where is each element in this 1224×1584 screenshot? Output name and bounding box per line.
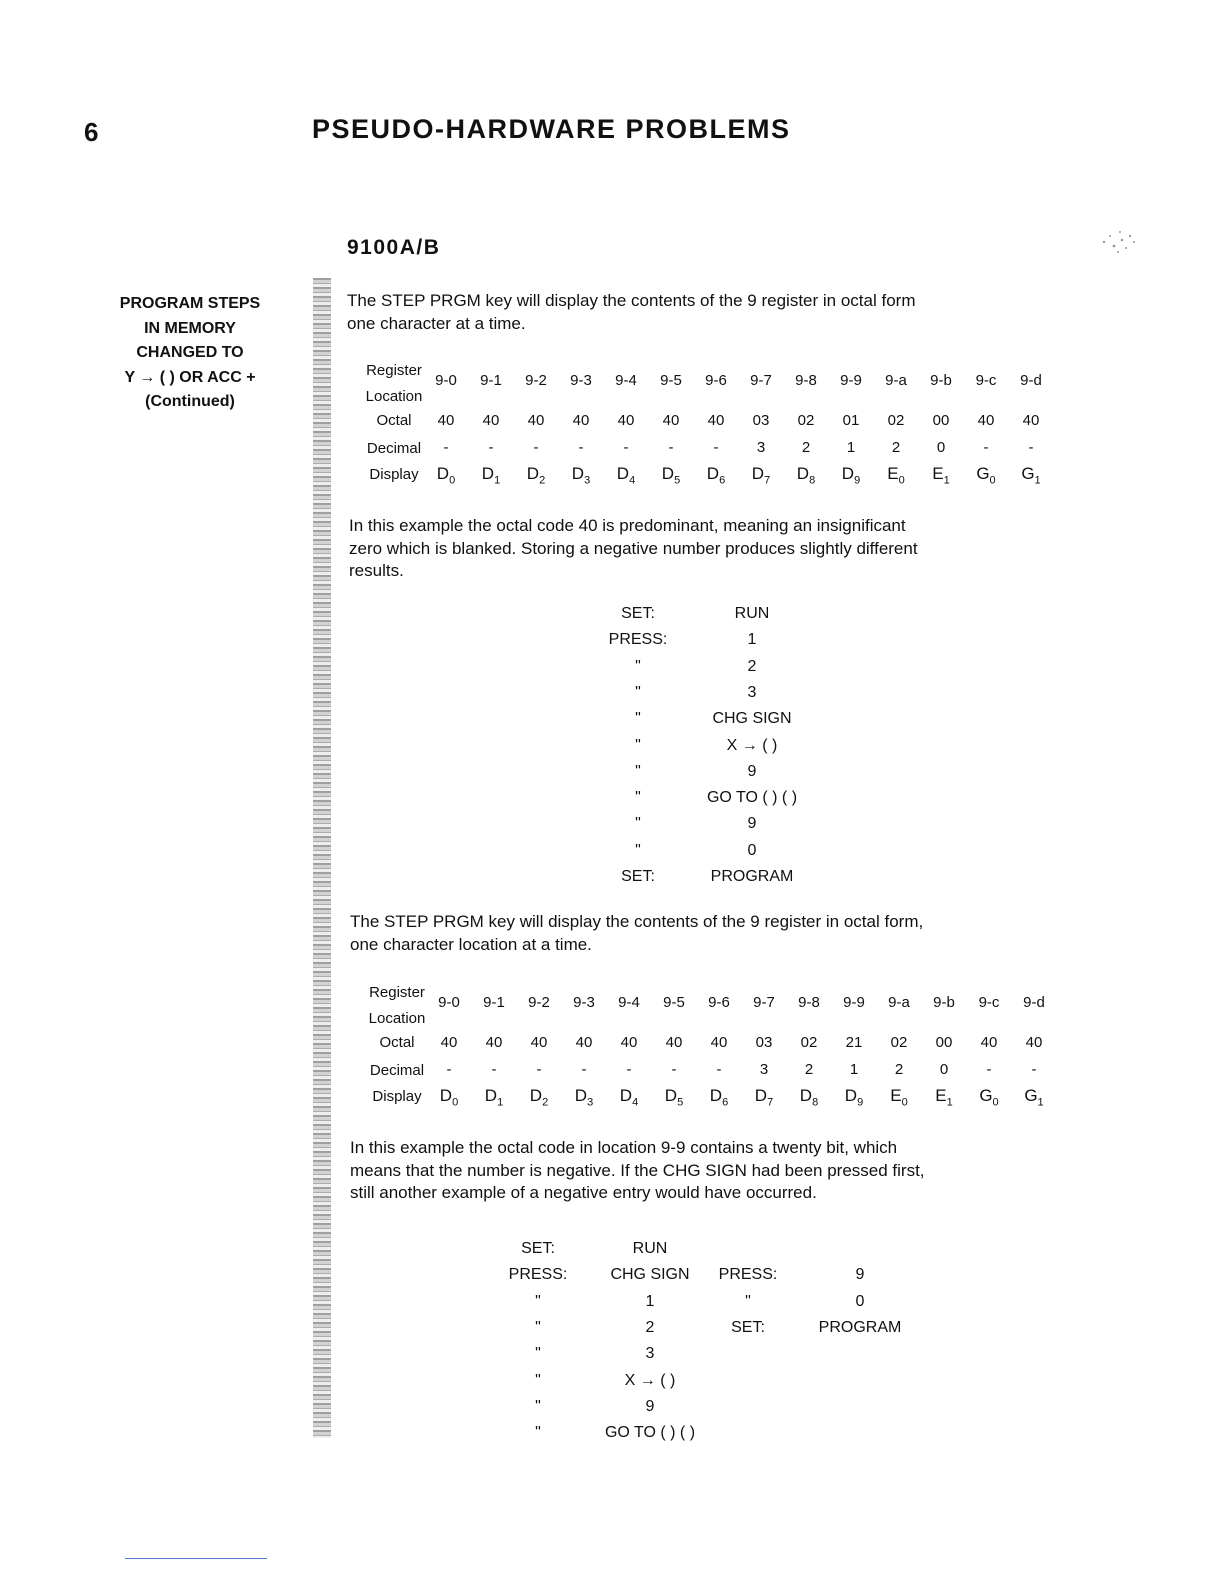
display-letter: D (574, 1086, 588, 1105)
display-subscript: 5 (677, 1096, 684, 1109)
location-cell: 9-2 (528, 994, 550, 1011)
octal-cell: 02 (797, 412, 815, 429)
octal-cell: 40 (527, 412, 545, 429)
key-action: " (635, 736, 641, 754)
display-subscript: 1 (1034, 474, 1041, 487)
decimal-cell: 0 (936, 439, 946, 456)
key-name: GO TO ( ) ( ) (706, 789, 798, 807)
octal-cell: 00 (935, 1034, 953, 1051)
decimal-cell: - (626, 1061, 632, 1078)
display-cell (1011, 464, 1051, 486)
display-cell (519, 1086, 559, 1108)
display-cell (474, 1086, 514, 1108)
display-cell (831, 464, 871, 486)
display-cell (699, 1086, 739, 1108)
octal-cell: 21 (845, 1034, 863, 1051)
octal-cell: 40 (707, 412, 725, 429)
display-letter: D (484, 1086, 498, 1105)
display-cell (651, 464, 691, 486)
intro-paragraph-1 (347, 290, 1055, 335)
row-label: Register (366, 362, 422, 379)
side-heading-line: PROGRAM STEPS (119, 295, 261, 312)
key-action: " (745, 1292, 751, 1310)
decimal-cell: 2 (804, 1061, 814, 1078)
display-subscript: 0 (901, 1096, 908, 1109)
display-letter: G (1024, 1086, 1038, 1105)
display-cell (654, 1086, 694, 1108)
display-subscript: 8 (812, 1096, 819, 1109)
display-subscript: 0 (898, 474, 905, 487)
decimal-cell: - (536, 1061, 542, 1078)
display-subscript: 1 (1037, 1096, 1044, 1109)
register-table-1 (356, 362, 1061, 492)
binding-strip (313, 278, 331, 1438)
side-heading-line: CHANGED TO (136, 344, 244, 361)
paragraph-line: results. (349, 561, 404, 580)
location-cell: 9-9 (840, 372, 862, 389)
location-cell: 9-6 (705, 372, 727, 389)
key-name: 1 (645, 1292, 655, 1310)
display-letter: D (709, 1086, 723, 1105)
display-letter: G (979, 1086, 993, 1105)
location-cell: 9-8 (798, 994, 820, 1011)
octal-cell: 02 (890, 1034, 908, 1051)
octal-cell: 03 (752, 412, 770, 429)
location-cell: 9-2 (525, 372, 547, 389)
display-cell (741, 464, 781, 486)
decimal-cell: - (986, 1061, 992, 1078)
display-subscript: 6 (722, 1096, 729, 1109)
location-cell: 9-0 (435, 372, 457, 389)
display-letter: G (1021, 464, 1035, 483)
register-table-2 (359, 984, 1064, 1114)
location-cell: 9-1 (483, 994, 505, 1011)
key-action: SET: (521, 1240, 555, 1257)
octal-cell: 40 (1025, 1034, 1043, 1051)
display-subscript: 2 (542, 1096, 549, 1109)
page-number: 6 (84, 117, 99, 147)
key-name: CHG SIGN (712, 710, 792, 728)
octal-cell: 40 (482, 412, 500, 429)
key-action: " (635, 841, 641, 859)
scan-speck-graphic (1092, 222, 1142, 260)
paragraph-line: In this example the octal code 40 is predominant, meaning an insignificant (349, 516, 906, 535)
paragraph-line: In this example the octal code in location 9-9 contains a twenty bit, which (350, 1138, 898, 1157)
key-action: " (535, 1424, 541, 1442)
key-name: PROGRAM (710, 868, 794, 885)
model-heading: 9100A/B (347, 236, 441, 259)
paragraph-line: one character at a time. (347, 313, 526, 333)
display-cell (786, 464, 826, 486)
display-cell (966, 464, 1006, 486)
location-cell: 9-a (888, 994, 910, 1011)
octal-cell: 40 (620, 1034, 638, 1051)
display-cell (789, 1086, 829, 1108)
decimal-cell: 1 (846, 439, 856, 456)
location-cell: 9-7 (750, 372, 772, 389)
display-letter: E (890, 1086, 902, 1105)
display-cell (696, 464, 736, 486)
key-action: SET: (621, 868, 655, 885)
display-subscript: 1 (497, 1096, 504, 1109)
side-heading-line: Y → ( ) OR ACC + (124, 368, 256, 386)
decimal-cell: - (581, 1061, 587, 1078)
key-action: " (535, 1318, 541, 1336)
octal-cell: 01 (842, 412, 860, 429)
key-name: 9 (855, 1266, 865, 1284)
display-letter: E (932, 464, 944, 483)
paragraph-line: The STEP PRGM key will display the contents of the 9 register in octal form, (350, 912, 924, 931)
side-heading-line: IN MEMORY (144, 319, 236, 337)
display-letter: D (571, 464, 585, 483)
decimal-cell: - (1028, 439, 1034, 456)
row-label: Decimal (369, 1062, 425, 1079)
key-name: GO TO ( ) ( ) (604, 1424, 696, 1442)
key-action: " (535, 1397, 541, 1415)
key-name: 9 (747, 815, 757, 833)
paragraph-line: one character location at a time. (350, 934, 592, 954)
display-cell (879, 1086, 919, 1108)
location-cell: 9-3 (573, 994, 595, 1011)
display-cell (1014, 1086, 1054, 1108)
key-name: PROGRAM (818, 1318, 902, 1336)
decimal-cell: - (716, 1061, 722, 1078)
location-cell: 9-5 (663, 994, 685, 1011)
footer-rule (125, 1558, 267, 1559)
display-letter: D (439, 1086, 453, 1105)
display-subscript: 9 (857, 1096, 864, 1109)
octal-cell: 40 (575, 1034, 593, 1051)
location-cell: 9-c (978, 994, 1000, 1011)
key-action: PRESS: (718, 1266, 778, 1284)
key-name: X → ( ) (624, 1371, 676, 1389)
display-subscript: 0 (452, 1096, 459, 1109)
location-cell: 9-3 (570, 372, 592, 389)
key-name: X → ( ) (726, 736, 778, 754)
side-heading-line: (Continued) (145, 393, 235, 410)
side-heading (100, 292, 280, 415)
intro-paragraph-2 (350, 911, 1058, 956)
display-cell (429, 1086, 469, 1108)
display-subscript: 1 (946, 1096, 953, 1109)
display-cell (969, 1086, 1009, 1108)
location-cell: 9-4 (618, 994, 640, 1011)
display-subscript: 1 (494, 474, 501, 487)
key-action: " (635, 710, 641, 728)
location-cell: 9-4 (615, 372, 637, 389)
decimal-cell: 3 (759, 1061, 769, 1078)
decimal-cell: - (668, 439, 674, 456)
paragraph-line: means that the number is negative. If the CHG SIGN had been pressed first, (350, 1160, 925, 1180)
display-letter: D (529, 1086, 543, 1105)
display-subscript: 3 (587, 1096, 594, 1109)
location-cell: 9-b (933, 994, 955, 1011)
key-name: 3 (747, 683, 757, 701)
decimal-cell: - (671, 1061, 677, 1078)
display-cell (924, 1086, 964, 1108)
decimal-cell: - (491, 1061, 497, 1078)
display-letter: D (799, 1086, 813, 1105)
display-cell (609, 1086, 649, 1108)
display-cell (561, 464, 601, 486)
display-letter: E (887, 464, 899, 483)
decimal-cell: 2 (891, 439, 901, 456)
paragraph-line: still another example of a negative entry would have occurred. (350, 1183, 817, 1202)
decimal-cell: - (446, 1061, 452, 1078)
key-action: PRESS: (608, 631, 668, 649)
display-letter: D (619, 1086, 633, 1105)
display-subscript: 0 (449, 474, 456, 487)
display-subscript: 7 (764, 474, 771, 487)
octal-cell: 02 (800, 1034, 818, 1051)
display-letter: D (664, 1086, 678, 1105)
row-label: Register (369, 984, 425, 1001)
display-subscript: 8 (809, 474, 816, 487)
display-cell (921, 464, 961, 486)
display-letter: D (844, 1086, 858, 1105)
octal-cell: 40 (617, 412, 635, 429)
display-cell (426, 464, 466, 486)
decimal-cell: 2 (894, 1061, 904, 1078)
row-label: Decimal (366, 440, 422, 457)
location-cell: 9-a (885, 372, 907, 389)
display-letter: D (661, 464, 675, 483)
key-action: " (535, 1345, 541, 1363)
key-name: 1 (747, 631, 757, 649)
decimal-cell: - (533, 439, 539, 456)
display-subscript: 7 (767, 1096, 774, 1109)
key-name: RUN (632, 1240, 668, 1257)
location-cell: 9-8 (795, 372, 817, 389)
decimal-cell: - (1031, 1061, 1037, 1078)
row-label: Octal (376, 412, 412, 429)
decimal-cell: - (623, 439, 629, 456)
page-title: PSEUDO-HARDWARE PROBLEMS (312, 114, 791, 144)
location-cell: 9-6 (708, 994, 730, 1011)
key-action: SET: (621, 605, 655, 622)
display-letter: D (754, 1086, 768, 1105)
display-letter: E (935, 1086, 947, 1105)
key-name: 0 (855, 1292, 865, 1310)
explanation-paragraph-2 (350, 1137, 1056, 1205)
display-letter: D (616, 464, 630, 483)
key-name: 3 (645, 1345, 655, 1363)
octal-cell: 40 (437, 412, 455, 429)
decimal-cell: 3 (756, 439, 766, 456)
display-subscript: 6 (719, 474, 726, 487)
decimal-cell: 0 (939, 1061, 949, 1078)
octal-cell: 03 (755, 1034, 773, 1051)
display-subscript: 0 (989, 474, 996, 487)
display-subscript: 3 (584, 474, 591, 487)
key-name: 0 (747, 841, 757, 859)
display-subscript: 4 (629, 474, 636, 487)
key-action: " (635, 789, 641, 807)
octal-cell: 40 (662, 412, 680, 429)
display-letter: D (796, 464, 810, 483)
row-label: Display (369, 466, 419, 483)
paragraph-line: The STEP PRGM key will display the contents of the 9 register in octal form (347, 291, 916, 310)
key-name: 9 (645, 1397, 655, 1415)
display-letter: D (841, 464, 855, 483)
display-subscript: 5 (674, 474, 681, 487)
key-action: " (535, 1292, 541, 1310)
octal-cell: 40 (440, 1034, 458, 1051)
key-name: 2 (747, 657, 757, 675)
location-cell: 9-0 (438, 994, 460, 1011)
display-letter: D (481, 464, 495, 483)
key-action: " (535, 1371, 541, 1389)
display-letter: D (436, 464, 450, 483)
display-cell (564, 1086, 604, 1108)
display-subscript: 4 (632, 1096, 639, 1109)
key-action: " (635, 815, 641, 833)
octal-cell: 40 (530, 1034, 548, 1051)
display-subscript: 1 (943, 474, 950, 487)
key-name: 2 (645, 1318, 655, 1336)
display-cell (876, 464, 916, 486)
display-cell (516, 464, 556, 486)
location-cell: 9-9 (843, 994, 865, 1011)
location-cell: 9-d (1023, 994, 1045, 1011)
row-label: Location (365, 388, 423, 405)
row-label: Display (372, 1088, 422, 1105)
octal-cell: 00 (932, 412, 950, 429)
decimal-cell: - (488, 439, 494, 456)
location-cell: 9-c (975, 372, 997, 389)
key-name: CHG SIGN (610, 1266, 690, 1284)
display-cell (471, 464, 511, 486)
key-action: " (635, 683, 641, 701)
paragraph-line: zero which is blanked. Storing a negative number produces slightly different (349, 538, 918, 558)
display-letter: D (706, 464, 720, 483)
display-letter: G (976, 464, 990, 483)
location-cell: 9-d (1020, 372, 1042, 389)
decimal-cell: - (713, 439, 719, 456)
octal-cell: 02 (887, 412, 905, 429)
key-action: " (635, 657, 641, 675)
octal-cell: 40 (485, 1034, 503, 1051)
decimal-cell: - (983, 439, 989, 456)
octal-cell: 40 (572, 412, 590, 429)
decimal-cell: 1 (849, 1061, 859, 1078)
row-label: Location (368, 1010, 426, 1027)
octal-cell: 40 (665, 1034, 683, 1051)
display-subscript: 9 (854, 474, 861, 487)
display-subscript: 2 (539, 474, 546, 487)
display-letter: D (526, 464, 540, 483)
explanation-paragraph-1 (349, 515, 1055, 583)
display-cell (744, 1086, 784, 1108)
location-cell: 9-7 (753, 994, 775, 1011)
location-cell: 9-5 (660, 372, 682, 389)
key-action: " (635, 762, 641, 780)
key-action: SET: (731, 1318, 765, 1336)
decimal-cell: 2 (801, 439, 811, 456)
key-name: RUN (734, 605, 770, 622)
key-name: 9 (747, 762, 757, 780)
row-label: Octal (379, 1034, 415, 1051)
location-cell: 9-b (930, 372, 952, 389)
octal-cell: 40 (710, 1034, 728, 1051)
key-action: PRESS: (508, 1266, 568, 1284)
octal-cell: 40 (980, 1034, 998, 1051)
display-letter: D (751, 464, 765, 483)
decimal-cell: - (578, 439, 584, 456)
display-cell (834, 1086, 874, 1108)
octal-cell: 40 (1022, 412, 1040, 429)
display-cell (606, 464, 646, 486)
location-cell: 9-1 (480, 372, 502, 389)
octal-cell: 40 (977, 412, 995, 429)
display-subscript: 0 (992, 1096, 999, 1109)
decimal-cell: - (443, 439, 449, 456)
